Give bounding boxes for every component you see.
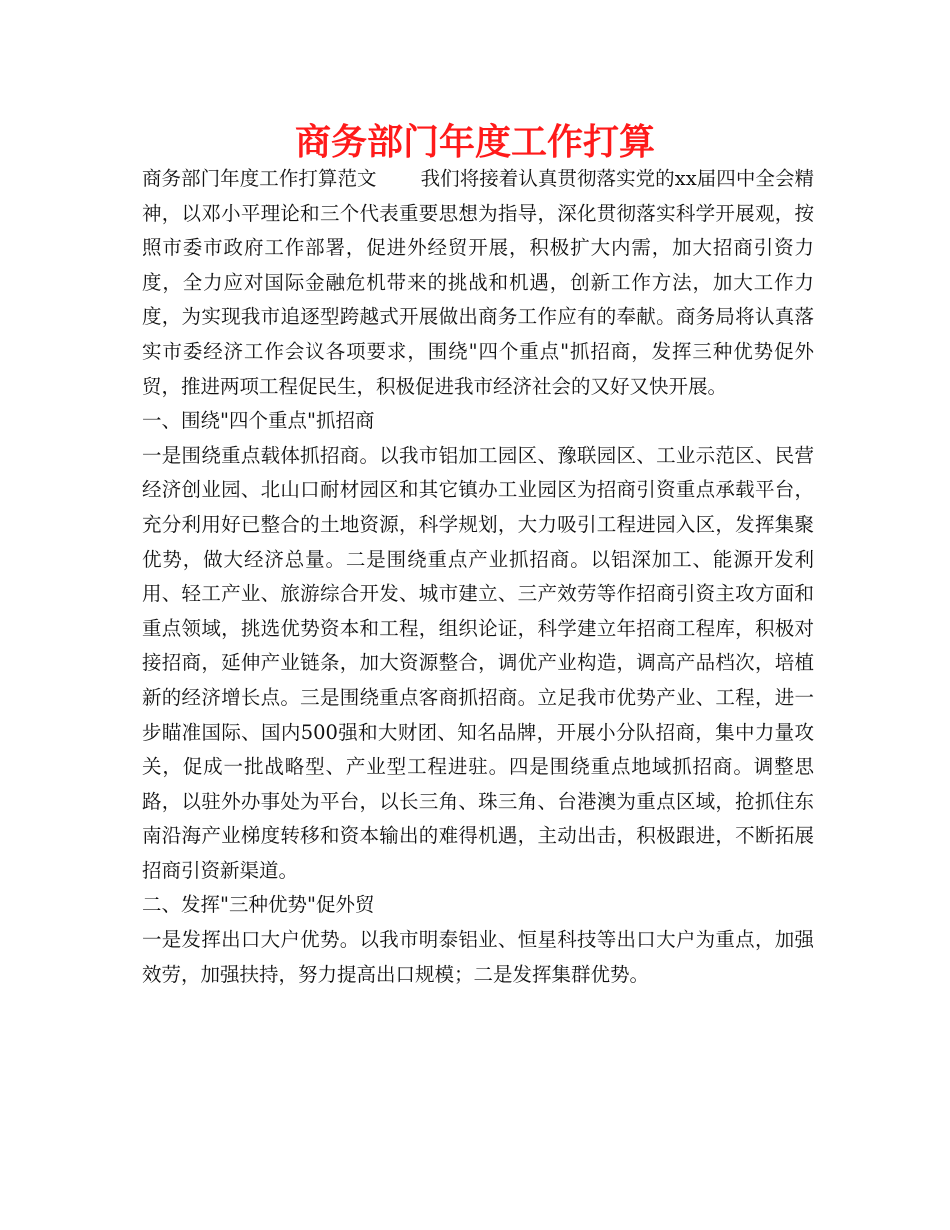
- intro-paragraph: [142, 162, 814, 404]
- section-2-paragraph: 一是发挥出口大户优势。以我市明泰铝业、恒星科技等出口大户为重点，加强效劳，加强扶持，努力提高出口规模；二是发挥集群优势。: [142, 928, 814, 986]
- document-body: [142, 162, 814, 992]
- document-title: 商务部门年度工作打算: [294, 122, 655, 163]
- section-2-heading: 二、发挥"三种优势"促外贸: [142, 893, 375, 917]
- intro-lead: 商务部门年度工作打算范文: [142, 167, 377, 190]
- section-1-heading: 一、围绕"四个重点"抓招商: [142, 409, 375, 433]
- section-1-paragraph: 一是围绕重点载体抓招商。以我市铝加工园区、豫联园区、工业示范区、民营经济创业园、北山口耐材园区和其它镇办工业园区为招商引资重点承载平台，充分利用好已整合的土地资源，科学规划，大力吸引工程进园入区，发挥集聚优势，做大经济总量。二是围绕重点产业抓招商。以铝深加工、能源开发利用、轻工产业、旅游综合开发、城市建立、三产效劳等作招商引资主攻方面和重点领域，挑选优势资本和工程，组织论证，科学建立年招商工程库，积极对接招商，延伸产业链条，加大资源整合，调优产业构造，调高产品档次，培植新的经济增长点。三是围绕重点客商抓招商。立足我市优势产业、工程，进一步瞄准国际、国内500强和大财团、知名品牌，开展小分队招商，集中力量攻关，促成一批战略型、产业型工程进驻。四是围绕重点地域抓招商。调整思路，以驻外办事处为平台，以长三角、珠三角、台港澳为重点区域，抢抓住东南沿海产业梯度转移和资本输出的难得机遇，主动出击，积极跟进，不断拓展招商引资新渠道。: [142, 443, 814, 882]
- intro-body: 我们将接着认真贯彻落实党的xx届四中全会精神，以邓小平理论和三个代表重要思想为指导，深化贯彻落实科学开展观，按照市委市政府工作部署，促进外经贸开展，积极扩大内需，加大招商引资力度，全力应对国际金融危机带来的挑战和机遇，创新工作方法，加大工作力度，为实现我市追逐型跨越式开展做出商务工作应有的奉献。商务局将认真落实市委经济工作会议各项要求，围绕"四个重点"抓招商，发挥三种优势促外贸，推进两项工程促民生，积极促进我市经济社会的又好又快开展。: [142, 167, 814, 398]
